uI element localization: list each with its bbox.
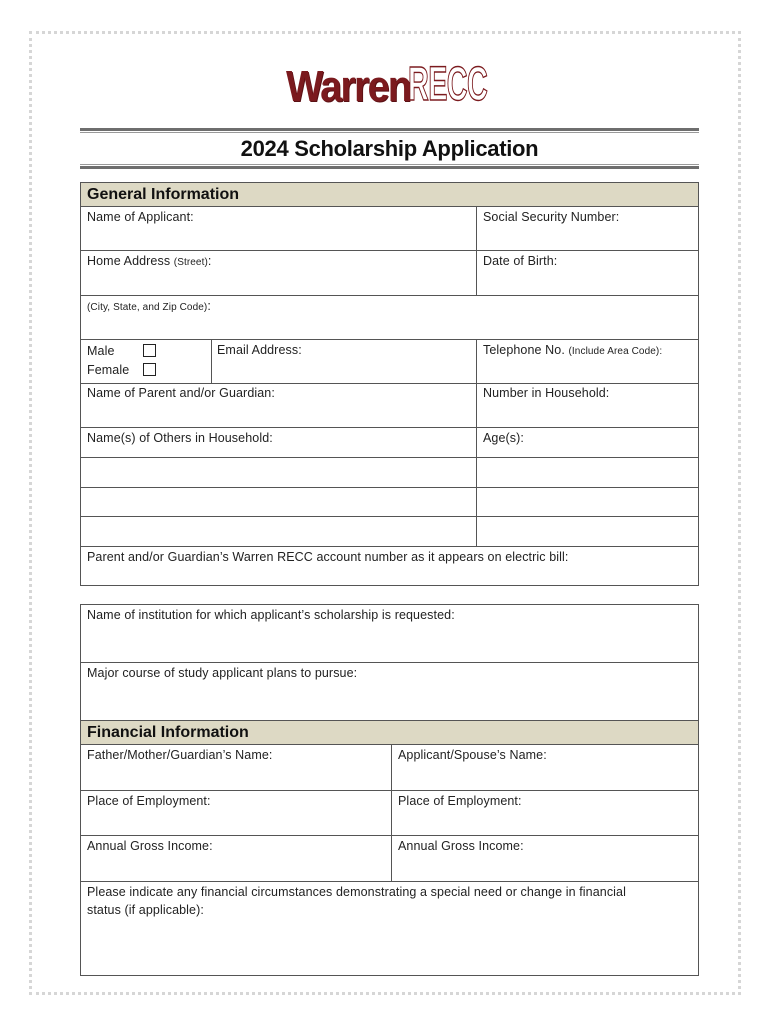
column-divider [391, 744, 392, 881]
title-rule-top-thin [80, 132, 699, 133]
divider [80, 744, 699, 745]
spouse-name-label: Applicant/Spouse’s Name: [398, 748, 547, 762]
divider [80, 487, 699, 488]
ages-label: Age(s): [483, 431, 524, 445]
general-information-heading: General Information [81, 183, 698, 206]
name-of-applicant-label: Name of Applicant: [87, 210, 194, 224]
female-label: Female [87, 363, 130, 377]
city-state-zip-colon: : [207, 299, 211, 313]
home-address-label [87, 254, 211, 268]
logo-warren-text: Warren [286, 62, 411, 111]
number-in-household-label: Number in Household: [483, 386, 610, 400]
male-checkbox[interactable] [143, 344, 156, 357]
city-state-zip-text: (City, State, and Zip Code) [87, 302, 208, 313]
general-information-table [80, 182, 699, 586]
divider [80, 339, 699, 340]
title-rule-top [80, 128, 699, 131]
divider [80, 427, 699, 428]
others-in-household-label: Name(s) of Others in Household: [87, 431, 273, 445]
divider [80, 457, 699, 458]
female-checkbox[interactable] [143, 363, 156, 376]
divider [80, 250, 699, 251]
divider [80, 295, 699, 296]
parent-guardian-label: Name of Parent and/or Guardian: [87, 386, 275, 400]
logo-recc-text: RECC [407, 58, 488, 111]
divider [80, 383, 699, 384]
divider [80, 881, 699, 882]
home-address-text: Home Address [87, 254, 171, 268]
telephone-text: Telephone No. [483, 343, 565, 357]
financial-information-heading: Financial Information [81, 721, 698, 744]
telephone-label [483, 343, 662, 357]
telephone-hint: (Include Area Code): [568, 346, 663, 357]
title-rule-bottom [80, 166, 699, 169]
institution-name-label: Name of institution for which applicant’s scholarship is requested: [87, 608, 455, 622]
column-divider [476, 339, 477, 546]
income-right-label: Annual Gross Income: [398, 839, 524, 853]
income-left-label: Annual Gross Income: [87, 839, 213, 853]
divider [80, 206, 699, 207]
major-course-label: Major course of study applicant plans to pursue: [87, 666, 358, 680]
account-number-label: Parent and/or Guardian’s Warren RECC account number as it appears on electric bill: [87, 550, 569, 564]
home-address-colon: : [207, 254, 212, 268]
financial-circumstances-label: Please indicate any financial circumstances demonstrating a special need or change in financial [87, 885, 626, 899]
warren-recc-logo [286, 55, 496, 109]
email-address-label: Email Address: [217, 343, 302, 357]
divider [80, 516, 699, 517]
title-rule-bottom-thin [80, 164, 699, 165]
divider [80, 662, 699, 663]
page-title: 2024 Scholarship Application [240, 136, 539, 161]
divider [80, 835, 699, 836]
employment-right-label: Place of Employment: [398, 794, 522, 808]
ssn-label: Social Security Number: [483, 210, 620, 224]
column-divider [211, 339, 212, 383]
divider [80, 546, 699, 547]
financial-circumstances-label-line2: status (if applicable): [87, 903, 204, 917]
city-state-zip-label [87, 299, 211, 313]
guardian-name-label: Father/Mother/Guardian’s Name: [87, 748, 273, 762]
employment-left-label: Place of Employment: [87, 794, 211, 808]
male-label: Male [87, 344, 115, 358]
home-address-hint: (Street) [173, 257, 208, 268]
date-of-birth-label: Date of Birth: [483, 254, 558, 268]
divider [80, 790, 699, 791]
